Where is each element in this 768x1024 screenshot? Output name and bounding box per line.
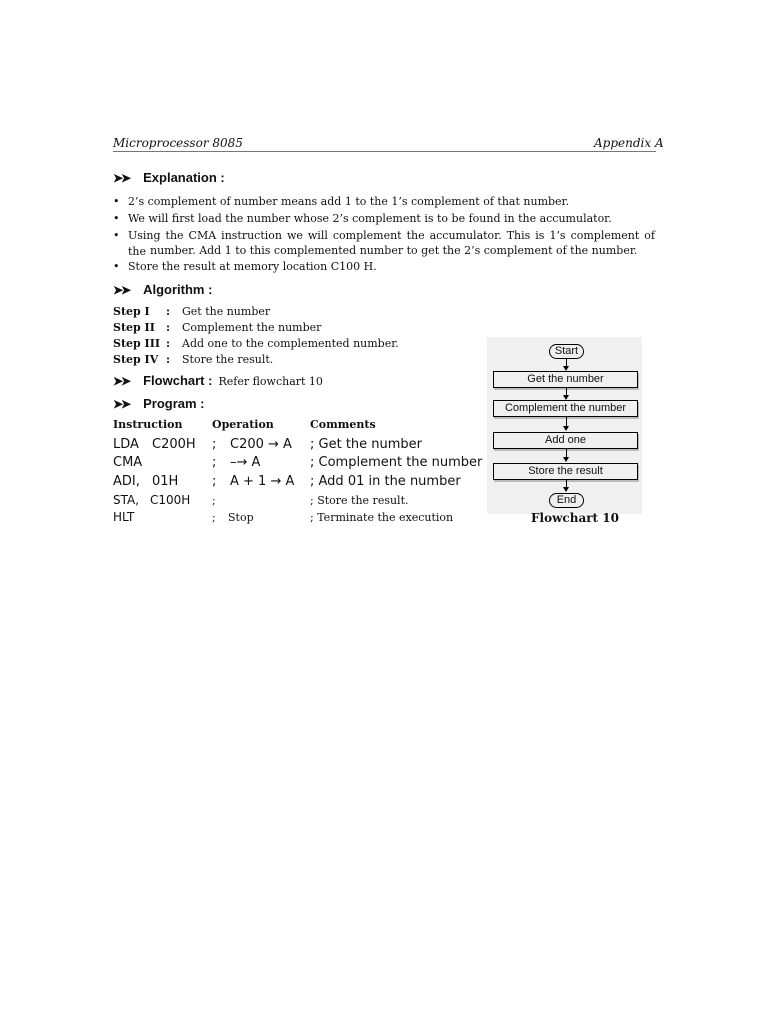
program-row-3-mnemonic: ADI,: [113, 474, 140, 489]
column-header-operation: Operation: [212, 418, 274, 431]
flowchart-caption: Flowchart 10: [531, 511, 619, 525]
program-row-3-operand: 01H: [152, 474, 179, 489]
program-row-5-comment: ; Terminate the execution: [310, 511, 454, 524]
flowchart-heading: ➤➤ Flowchart : Refer flowchart 10: [113, 373, 323, 388]
bullet-icon: •: [113, 260, 120, 273]
program-row-5-mnemonic: HLT: [113, 510, 135, 524]
explanation-bullet-3: • Using the CMA instruction we will complement the accumulator. This is 1’s complement of the: [113, 229, 655, 258]
arrow-down-icon: [563, 487, 569, 492]
program-row-1-operation: C200 → A: [230, 437, 292, 452]
program-row-5-operation: Stop: [228, 511, 254, 524]
double-arrow-icon: ➤➤: [113, 283, 130, 297]
flowchart-end-terminal: End: [549, 493, 584, 508]
header-rule: [113, 151, 656, 152]
flowchart-step-store-result: Store the result: [493, 463, 638, 480]
bullet-icon: •: [113, 195, 120, 208]
program-row-5-separator: ;: [212, 511, 216, 524]
column-header-instruction: Instruction: [113, 418, 183, 431]
algorithm-heading: ➤➤ Algorithm :: [113, 282, 213, 297]
arrow-down-icon: [563, 457, 569, 462]
bullet-icon: •: [113, 229, 120, 242]
double-arrow-icon: ➤➤: [113, 397, 130, 411]
program-row-2-mnemonic: CMA: [113, 455, 143, 470]
program-row-1-mnemonic: LDA: [113, 437, 139, 452]
double-arrow-icon: ➤➤: [113, 374, 130, 388]
program-row-4-mnemonic: STA,: [113, 493, 140, 507]
program-row-2-comment: ; Complement the number: [310, 455, 483, 470]
program-row-3-operation: A + 1 → A: [230, 474, 295, 489]
algorithm-step-2: Step II : Complement the number: [113, 321, 322, 334]
program-row-3-comment: ; Add 01 in the number: [310, 474, 461, 489]
flowchart-step-get-number: Get the number: [493, 371, 638, 388]
bullet-icon: •: [113, 212, 120, 225]
program-row-4-comment: ; Store the result.: [310, 494, 409, 507]
algorithm-step-3: Step III : Add one to the complemented number.: [113, 337, 399, 350]
arrow-down-icon: [563, 426, 569, 431]
flowchart-step-add-one: Add one: [493, 432, 638, 449]
explanation-bullet-1: • 2’s complement of number means add 1 to the 1’s complement of that number.: [113, 195, 570, 208]
explanation-bullet-4: • Store the result at memory location C100 H.: [113, 260, 377, 273]
program-row-4-operand: C100H: [150, 493, 191, 507]
running-header-right: Appendix A: [594, 136, 664, 150]
running-header-left: Microprocessor 8085: [113, 136, 243, 150]
flowchart-step-complement: Complement the number: [493, 400, 638, 417]
program-row-2-operation: –→ A: [230, 455, 261, 470]
explanation-heading: ➤➤ Explanation :: [113, 170, 225, 185]
algorithm-step-4: Step IV : Store the result.: [113, 353, 274, 366]
explanation-bullet-3-continuation: number. Add 1 to this complemented number to get the 2’s complement of the number.: [150, 244, 638, 257]
program-row-1-operand: C200H: [152, 437, 196, 452]
double-arrow-icon: ➤➤: [113, 171, 130, 185]
algorithm-step-1: Step I : Get the number: [113, 305, 271, 318]
column-header-comments: Comments: [310, 418, 376, 431]
program-row-2-separator: ;: [212, 455, 217, 470]
flowchart-start-terminal: Start: [549, 344, 584, 359]
program-row-1-comment: ; Get the number: [310, 437, 423, 452]
explanation-bullet-2: • We will first load the number whose 2’s complement is to be found in the accumulator.: [113, 212, 612, 225]
program-row-3-separator: ;: [212, 474, 217, 489]
program-row-4-separator: ;: [212, 494, 216, 507]
program-heading: ➤➤ Program :: [113, 396, 205, 411]
program-row-1-separator: ;: [212, 437, 217, 452]
